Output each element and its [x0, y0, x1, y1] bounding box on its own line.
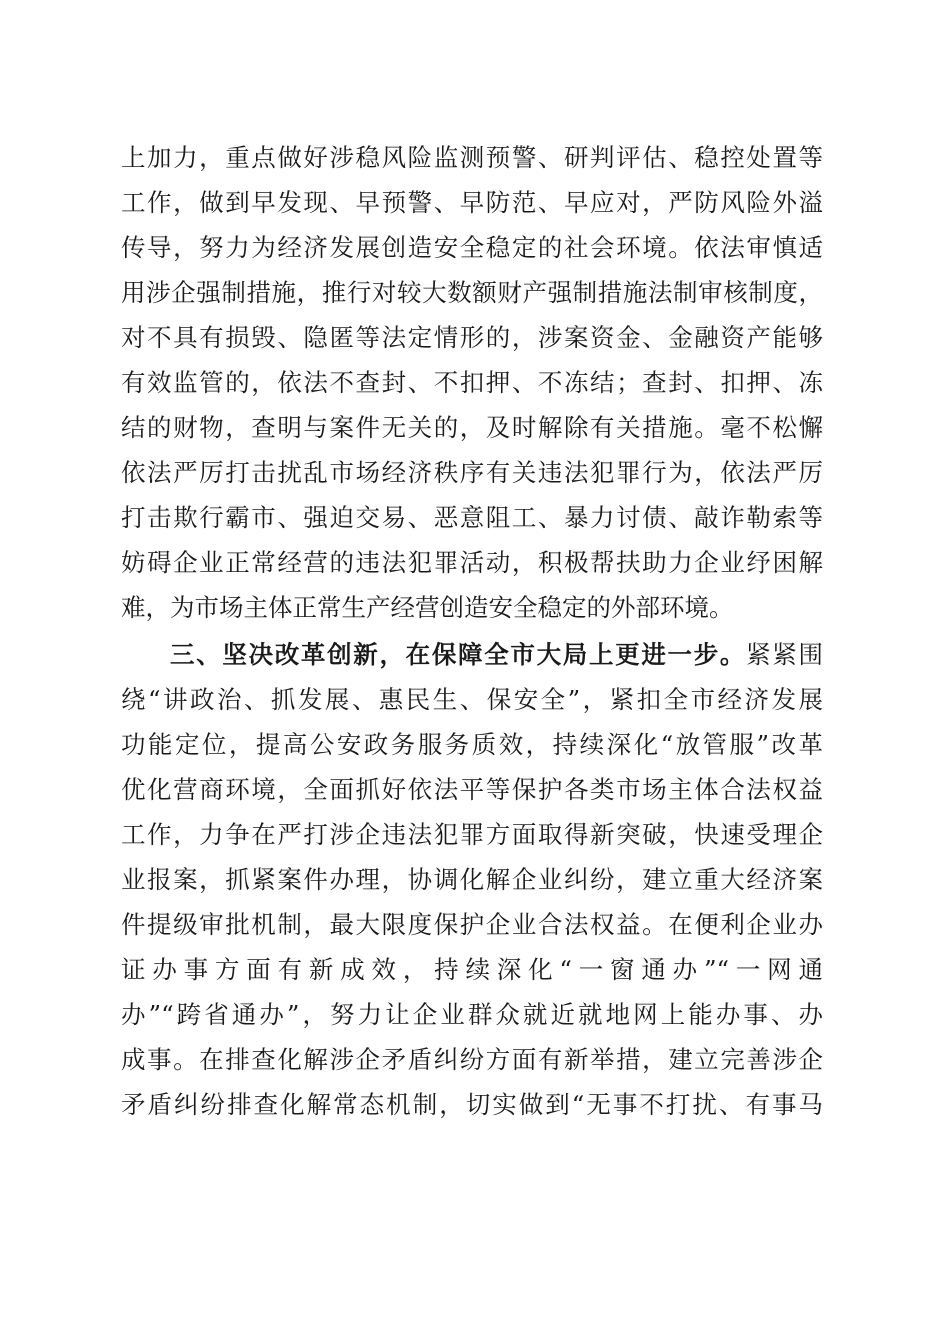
paragraph-line: 依法严厉打击扰乱市场经济秩序有关违法犯罪行为，依法严厉: [121, 458, 823, 487]
paragraph-line: 绕“讲政治、抓发展、惠民生、保安全”，紧扣全市经济发展: [121, 685, 823, 714]
section-heading-line: [170, 638, 823, 672]
paragraph-line: 工作，做到早发现、早预警、早防范、早应对，严防风险外溢: [121, 188, 823, 217]
paragraph-line: 打击欺行霸市、强迫交易、恶意阻工、暴力讨债、敲诈勒索等: [121, 503, 823, 532]
paragraph-line: 妨碍企业正常经营的违法犯罪活动，积极帮扶助力企业纾困解: [121, 548, 823, 577]
paragraph-line: 优化营商环境，全面抓好依法平等保护各类市场主体合法权益: [121, 775, 823, 804]
paragraph-line: 矛盾纠纷排查化解常态机制，切实做到“无事不打扰、有事马: [121, 1090, 823, 1119]
paragraph-line: 难，为市场主体正常生产经营创造安全稳定的外部环境。: [121, 593, 734, 622]
paragraph-line: 用涉企强制措施，推行对较大数额财产强制措施法制审核制度，: [121, 278, 823, 307]
paragraph-line: 件提级审批机制，最大限度保护企业合法权益。在便利企业办: [121, 910, 823, 939]
paragraph-line: 成事。在排查化解涉企矛盾纠纷方面有新举措，建立完善涉企: [121, 1045, 823, 1074]
paragraph-line: 办”“跨省通办”，努力让企业群众就近就地网上能办事、办: [121, 1000, 823, 1029]
paragraph-line: 工作，力争在严打涉企违法犯罪方面取得新突破，快速受理企: [121, 820, 823, 849]
paragraph-line: 结的财物，查明与案件无关的，及时解除有关措施。毫不松懈: [121, 413, 823, 442]
paragraph-line: 业报案，抓紧案件办理，协调化解企业纠纷，建立重大经济案: [121, 865, 823, 894]
paragraph-line: 传导，努力为经济发展创造安全稳定的社会环境。依法审慎适: [121, 233, 823, 262]
section-heading: 三、坚决改革创新，在保障全市大局上更进一步。: [170, 640, 747, 669]
paragraph-line: 上加力，重点做好涉稳风险监测预警、研判评估、稳控处置等: [121, 143, 823, 172]
paragraph-line: 有效监管的，依法不查封、不扣押、不冻结；查封、扣押、冻: [121, 368, 823, 397]
paragraph-line: 证办事方面有新成效，持续深化“一窗通办”“一网通: [121, 955, 823, 984]
heading-line-rest: 紧紧围: [746, 640, 823, 669]
paragraph-line: 对不具有损毁、隐匿等法定情形的，涉案资金、金融资产能够: [121, 323, 823, 352]
paragraph-line: 功能定位，提高公安政务服务质效，持续深化“放管服”改革: [121, 730, 823, 759]
